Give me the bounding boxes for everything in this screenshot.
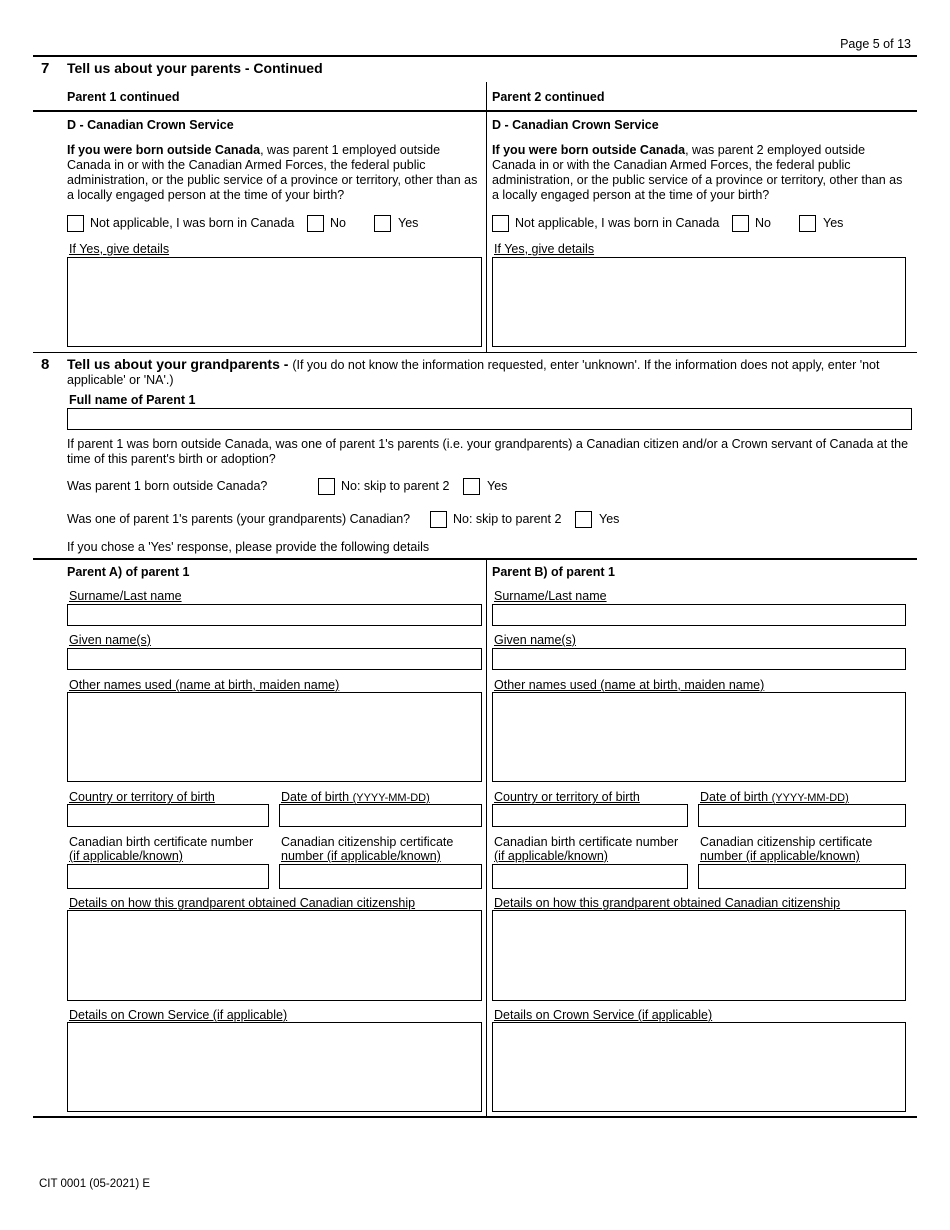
parent-b-country-label: Country or territory of birth: [494, 790, 640, 804]
parent-2-yes-label: Yes: [823, 216, 844, 230]
section-7-header-rule: [33, 110, 917, 112]
born-outside-question: Was parent 1 born outside Canada?: [67, 479, 268, 493]
parent-b-citizenship-cert-input[interactable]: [698, 864, 906, 889]
grandparents-column-divider: [486, 560, 487, 1117]
section-7-title: Tell us about your parents - Continued: [67, 60, 323, 76]
parent-a-birth-cert-label: Canadian birth certificate number (if applicable/known): [69, 835, 254, 863]
parent-a-citizenship-details-textarea[interactable]: [67, 910, 482, 1001]
grandparents-intro-question: If parent 1 was born outside Canada, was one of parent 1's parents (i.e. your grandparents) a Canadian citizen and/or a Crown servant of Canada at the time of this parent's birth or adoption?: [67, 437, 909, 466]
parent-2-crown-question: If you were born outside Canada, was parent 2 employed outside Canada in or with the Canadian Armed Forces, the federal public administration, or the public service of a province or territory, other than as a locally engaged person at the time of your birth?: [492, 143, 903, 202]
parent-2-no-checkbox[interactable]: [732, 215, 749, 232]
page-number: Page 5 of 13: [840, 37, 911, 51]
parent-b-dob-input[interactable]: [698, 804, 906, 827]
parent-2-not-applicable-label: Not applicable, I was born in Canada: [515, 216, 720, 230]
parent-b-header: Parent B) of parent 1: [492, 565, 615, 579]
parent-a-citizenship-cert-input[interactable]: [279, 864, 482, 889]
parent-b-given-names-label: Given name(s): [494, 633, 576, 647]
parent-1-yes-checkbox[interactable]: [374, 215, 391, 232]
full-name-parent-1-input[interactable]: [67, 408, 912, 430]
born-outside-yes-label: Yes: [487, 479, 508, 493]
parent-1-not-applicable-checkbox[interactable]: [67, 215, 84, 232]
section-7-number: 7: [41, 60, 50, 77]
parent-2-no-label: No: [755, 216, 771, 230]
grandparents-canadian-no-label: No: skip to parent 2: [453, 512, 562, 526]
parent-a-other-names-textarea[interactable]: [67, 692, 482, 782]
parent-a-surname-input[interactable]: [67, 604, 482, 626]
parent-a-given-names-input[interactable]: [67, 648, 482, 670]
parent-1-crown-question: If you were born outside Canada, was parent 1 employed outside Canada in or with the Canadian Armed Forces, the federal public administration, or the public service of a province or territory, other than as a locally engaged person at the time of your birth?: [67, 143, 478, 202]
parent-a-given-names-label: Given name(s): [69, 633, 151, 647]
section-8-bottom-rule: [33, 1116, 917, 1118]
parent-b-citizenship-details-textarea[interactable]: [492, 910, 906, 1001]
parent-2-not-applicable-checkbox[interactable]: [492, 215, 509, 232]
parent-a-crown-details-label: Details on Crown Service (if applicable): [69, 1008, 288, 1022]
full-name-parent-1-label: Full name of Parent 1: [69, 393, 196, 407]
parent-a-citizenship-details-label: Details on how this grandparent obtained Canadian citizenship: [69, 896, 416, 910]
parent-b-birth-cert-label: Canadian birth certificate number (if applicable/known): [494, 835, 679, 863]
parent-a-country-label: Country or territory of birth: [69, 790, 215, 804]
parent-b-citizenship-details-label: Details on how this grandparent obtained Canadian citizenship: [494, 896, 841, 910]
parent-a-citizenship-cert-label: Canadian citizenship certificate number (if applicable/known): [281, 835, 454, 863]
parent-2-crown-service-title: D - Canadian Crown Service: [492, 118, 659, 132]
parent-a-header: Parent A) of parent 1: [67, 565, 190, 579]
parent-1-continued-header: Parent 1 continued: [67, 90, 180, 104]
grandparents-header-rule: [33, 558, 917, 560]
parent-a-country-input[interactable]: [67, 804, 269, 827]
parent-b-surname-label: Surname/Last name: [494, 589, 607, 603]
section-7-column-divider: [486, 82, 487, 352]
parent-b-other-names-label: Other names used (name at birth, maiden name): [494, 678, 765, 692]
parent-b-citizenship-cert-label: Canadian citizenship certificate number (if applicable/known): [700, 835, 873, 863]
parent-1-crown-details-textarea[interactable]: [67, 257, 482, 347]
parent-2-yes-checkbox[interactable]: [799, 215, 816, 232]
born-outside-yes-checkbox[interactable]: [463, 478, 480, 495]
born-outside-no-checkbox[interactable]: [318, 478, 335, 495]
grandparents-canadian-yes-checkbox[interactable]: [575, 511, 592, 528]
born-outside-no-label: No: skip to parent 2: [341, 479, 450, 493]
section-8-number: 8: [41, 356, 50, 373]
parent-2-crown-details-textarea[interactable]: [492, 257, 906, 347]
parent-b-dob-label: Date of birth (YYYY-MM-DD): [700, 790, 849, 804]
form-code: CIT 0001 (05-2021) E: [39, 1178, 151, 1190]
section-8-title-block: Tell us about your grandparents - (If you do not know the information requested, enter 'unknown'. If the information does not apply, enter 'not applicable' or 'NA'.): [67, 356, 880, 387]
parent-1-yes-label: Yes: [398, 216, 419, 230]
grandparents-canadian-no-checkbox[interactable]: [430, 511, 447, 528]
top-rule: [33, 55, 917, 57]
parent-b-birth-cert-input[interactable]: [492, 864, 688, 889]
parent-b-crown-details-label: Details on Crown Service (if applicable): [494, 1008, 713, 1022]
parent-b-crown-details-textarea[interactable]: [492, 1022, 906, 1112]
parent-a-dob-label: Date of birth (YYYY-MM-DD): [281, 790, 430, 804]
yes-details-note: If you chose a 'Yes' response, please provide the following details: [67, 540, 430, 554]
parent-a-crown-details-textarea[interactable]: [67, 1022, 482, 1112]
parent-1-no-checkbox[interactable]: [307, 215, 324, 232]
parent-1-not-applicable-label: Not applicable, I was born in Canada: [90, 216, 295, 230]
grandparents-canadian-question: Was one of parent 1's parents (your grandparents) Canadian?: [67, 512, 411, 526]
parent-a-birth-cert-input[interactable]: [67, 864, 269, 889]
section-7-bottom-rule: [33, 352, 917, 353]
parent-b-country-input[interactable]: [492, 804, 688, 827]
parent-b-surname-input[interactable]: [492, 604, 906, 626]
parent-a-surname-label: Surname/Last name: [69, 589, 182, 603]
parent-b-given-names-input[interactable]: [492, 648, 906, 670]
parent-1-if-yes-label: If Yes, give details: [69, 242, 170, 256]
parent-2-continued-header: Parent 2 continued: [492, 90, 605, 104]
parent-1-crown-service-title: D - Canadian Crown Service: [67, 118, 234, 132]
parent-b-other-names-textarea[interactable]: [492, 692, 906, 782]
grandparents-canadian-yes-label: Yes: [599, 512, 620, 526]
parent-1-no-label: No: [330, 216, 346, 230]
parent-a-dob-input[interactable]: [279, 804, 482, 827]
parent-2-if-yes-label: If Yes, give details: [494, 242, 595, 256]
parent-a-other-names-label: Other names used (name at birth, maiden name): [69, 678, 340, 692]
